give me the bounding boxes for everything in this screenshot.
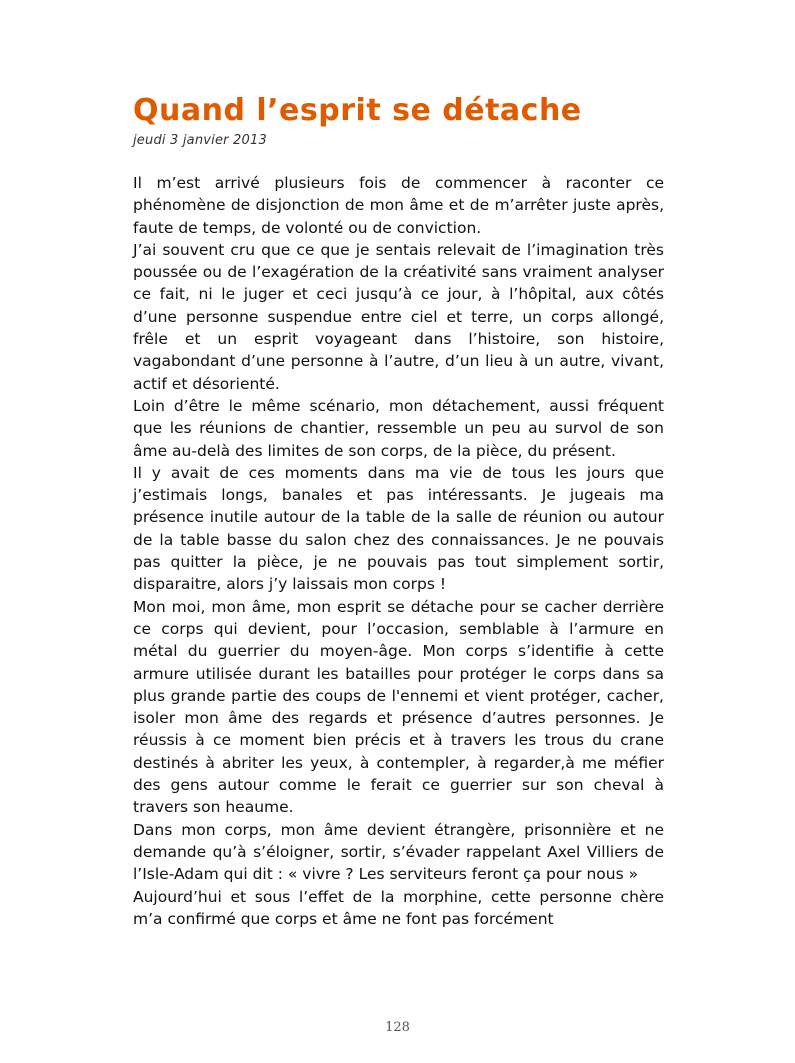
- body-text: [133, 172, 664, 930]
- paragraph: Mon moi, mon âme, mon esprit se détache pour se cacher derrière ce corps qui devient, pour l’occasion, semblable à l’armure en métal du guerrier du moyen-âge. Mon corps s’identifie à cette armure utilisée durant les batailles pour protéger le corps dans sa plus grande partie des coups de l'ennemi et vient protéger, cacher, isoler mon âme des regards et présence d’autres personnes. Je réussis à ce moment bien précis et à travers les trous du crane destinés à abriter les yeux, à contempler, à regarder,à me méfier des gens autour comme le ferait ce guerrier sur son cheval à travers son heaume.: [133, 597, 664, 817]
- page-number: 128: [385, 1020, 410, 1035]
- page-content: [133, 94, 664, 930]
- page-title: Quand l’esprit se détache: [133, 93, 582, 128]
- paragraph: Il y avait de ces moments dans ma vie de tous les jours que j’estimais longs, banales et pas intéressants. Je jugeais ma présence inutile autour de la table de la salle de réunion ou autour de la table basse du salon chez des connaissances. Je ne pouvais pas quitter la pièce, je ne pouvais pas tout simplement sortir, disparaitre, alors j’y laissais mon corps !: [133, 463, 664, 594]
- date-line: jeudi 3 janvier 2013: [133, 133, 267, 148]
- paragraph: Dans mon corps, mon âme devient étrangère, prisonnière et ne demande qu’à s’éloigner, sortir, s’évader rappelant Axel Villiers de l’Isle-Adam qui dit : « vivre ? Les serviteurs feront ça pour nous »: [133, 820, 664, 884]
- paragraph: J’ai souvent cru que ce que je sentais relevait de l’imagination très poussée ou de l’exagération de la créativité sans vraiment analyser ce fait, ni le juger et ceci jusqu’à ce jour, à l’hôpital, aux côtés d’une personne suspendue entre ciel et terre, un corps allongé, frêle et un esprit voyageant dans l’histoire, son histoire, vagabondant d’une personne à l’autre, d’un lieu à un autre, vivant, actif et désorienté.: [133, 240, 664, 393]
- paragraph: Aujourd’hui et sous l’effet de la morphine, cette personne chère m’a confirmé que corps et âme ne font pas forcément: [133, 887, 664, 928]
- paragraph: Il m’est arrivé plusieurs fois de commencer à raconter ce phénomène de disjonction de mon âme et de m’arrêter juste après, faute de temps, de volonté ou de conviction.: [133, 174, 664, 237]
- paragraph: Loin d’être le même scénario, mon détachement, aussi fréquent que les réunions de chantier, ressemble un peu au survol de son âme au-delà des limites de son corps, de la pièce, du présent.: [133, 396, 664, 460]
